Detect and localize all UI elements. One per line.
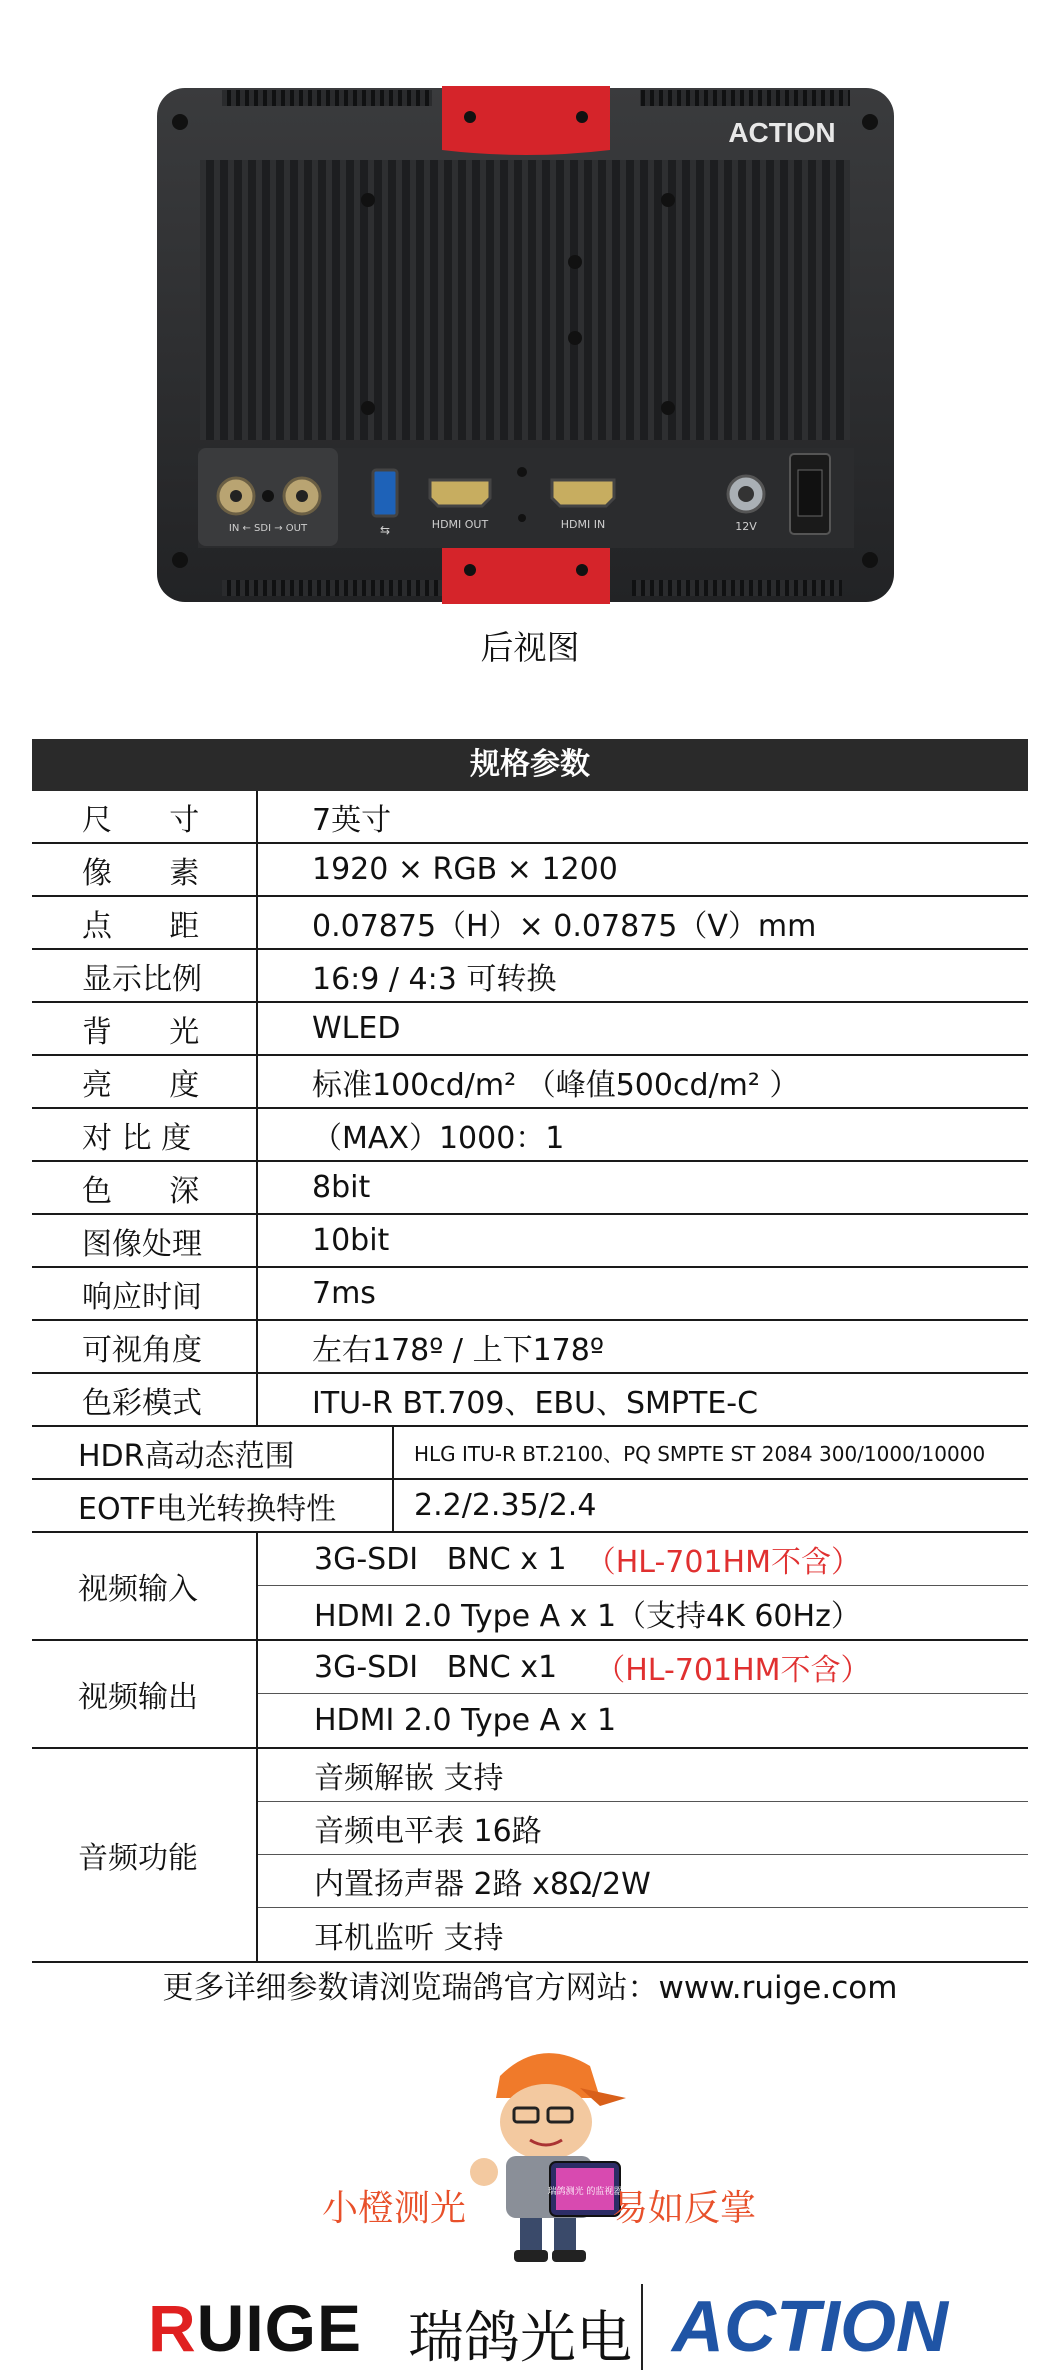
brand-label: ACTION [728, 117, 836, 148]
ruige-logo-first: R [148, 2291, 197, 2365]
hdmi-out-port [430, 480, 490, 506]
sdi-port-label: IN ← SDI → OUT [228, 523, 308, 534]
website-note: 更多详细参数请浏览瑞鸽官方网站：www.ruige.com [162, 1970, 898, 2006]
spec-key: 视频输出 [32, 1641, 258, 1747]
slogan-left: 小橙测光 [322, 2188, 467, 2229]
usb-label: ⇆ [379, 523, 391, 537]
mascot-thumb-left [470, 2158, 498, 2186]
spec-value: 7英寸 [312, 802, 392, 838]
spec-line: 音频解嵌 支持 [258, 1749, 1028, 1802]
spec-value: （MAX）1000：1 [312, 1120, 565, 1156]
spec-line: 内置扬声器 2路 x8Ω/2W [258, 1855, 1028, 1908]
rear-view-figure [0, 0, 1060, 610]
hdmi-out-label: HDMI OUT [431, 518, 489, 531]
ruige-logo-cn: 瑞鸽光电 [408, 2306, 632, 2371]
spec-value: 2.2/2.35/2.4 [414, 1488, 597, 1523]
spec-key: EOTF电光转换特性 [32, 1480, 394, 1531]
bottom-vents-left [222, 580, 442, 596]
spec-value: 0.07875（H）× 0.07875（V）mm [312, 908, 817, 944]
monitor-rear-illustration [0, 0, 1060, 610]
spec-row-hdr [32, 1427, 1028, 1480]
spec-row [32, 1268, 1028, 1321]
spec-line [258, 1641, 1028, 1694]
spec-value: 16:9 / 4:3 可转换 [312, 961, 557, 997]
spec-line [258, 1533, 1028, 1586]
bottom-vents-right [632, 580, 842, 596]
power-label: 12V [735, 520, 757, 533]
spec-group-audio [32, 1749, 1028, 1963]
spec-key: 色 深 [32, 1162, 258, 1213]
spec-group-video-output [32, 1641, 1028, 1749]
spec-key: 图像处理 [32, 1215, 258, 1266]
spec-line: 音频电平表 16路 [258, 1802, 1028, 1855]
top-vents-right [640, 90, 850, 106]
spec-row [32, 1215, 1028, 1268]
spec-value: 8bit [312, 1170, 371, 1205]
spec-key: 背 光 [32, 1003, 258, 1054]
spec-row [32, 897, 1028, 950]
spec-key: 显示比例 [32, 950, 258, 1001]
figure-caption: 后视图 [480, 628, 580, 667]
spec-key: HDR高动态范围 [32, 1427, 394, 1478]
spec-key: 响应时间 [32, 1268, 258, 1319]
spec-key: 尺 寸 [32, 791, 258, 842]
spec-key: 可视角度 [32, 1321, 258, 1372]
spec-line [258, 1694, 1028, 1747]
spec-key: 对 比 度 [32, 1109, 258, 1160]
spec-row [32, 1374, 1028, 1427]
model-exclusion-note: （HL-701HM不含） [585, 1545, 861, 1580]
spec-row [32, 791, 1028, 844]
ruige-logo [148, 2290, 362, 2366]
spec-row [32, 1056, 1028, 1109]
spec-row [32, 1162, 1028, 1215]
hdmi-in-port [552, 480, 614, 506]
hdmi-in-label: HDMI IN [560, 518, 606, 531]
spec-group-video-input [32, 1533, 1028, 1641]
spec-value: 3G-SDI BNC x 1 [314, 1541, 586, 1577]
spec-line [258, 1586, 1028, 1639]
spec-key: 视频输入 [32, 1533, 258, 1639]
model-exclusion-note: （HL-701HM不含） [595, 1653, 871, 1688]
spec-row [32, 844, 1028, 897]
spec-key: 像 素 [32, 844, 258, 895]
ruige-logo-rest: UIGE [196, 2291, 363, 2365]
spec-table [32, 739, 1028, 1963]
spec-value: HDMI 2.0 Type A x 1（支持4K 60Hz） [314, 1598, 861, 1634]
mascot-tablet-text: 瑞鸽测光 的监视器 [547, 2187, 623, 2197]
spec-value: HLG ITU-R BT.2100、PQ SMPTE ST 2084 300/1000/10000 [414, 1442, 986, 1466]
action-logo: ACTION [672, 2287, 948, 2367]
spec-key: 点 距 [32, 897, 258, 948]
spec-value: 7ms [312, 1276, 376, 1311]
spec-value: ITU-R BT.709、EBU、SMPTE-C [312, 1385, 759, 1421]
spec-key: 色彩模式 [32, 1374, 258, 1425]
spec-value: 10bit [312, 1223, 390, 1258]
usb-port [373, 470, 397, 516]
logo-divider [641, 2284, 643, 2370]
spec-value: 标准100cd/m² （峰值500cd/m² ） [312, 1067, 800, 1103]
spec-row [32, 950, 1028, 1003]
spec-row [32, 1321, 1028, 1374]
spec-key: 音频功能 [32, 1749, 258, 1961]
spec-value: 1920 × RGB × 1200 [312, 852, 618, 887]
spec-line: 耳机监听 支持 [314, 1920, 504, 1956]
spec-key: 亮 度 [32, 1056, 258, 1107]
spec-row [32, 1003, 1028, 1056]
spec-table-title: 规格参数 [32, 739, 1028, 791]
heatsink-fins [200, 160, 850, 440]
spec-value: 3G-SDI BNC x1 [314, 1649, 596, 1685]
spec-value: HDMI 2.0 Type A x 1 [314, 1703, 617, 1738]
spec-value: 左右178º / 上下178º [312, 1332, 604, 1368]
top-vents-left [222, 90, 432, 106]
mascot-illustration [440, 2036, 640, 2266]
spec-row [32, 1109, 1028, 1162]
slogan-right: 易如反掌 [612, 2188, 757, 2229]
spec-row-eotf [32, 1480, 1028, 1533]
spec-value: WLED [312, 1011, 401, 1046]
